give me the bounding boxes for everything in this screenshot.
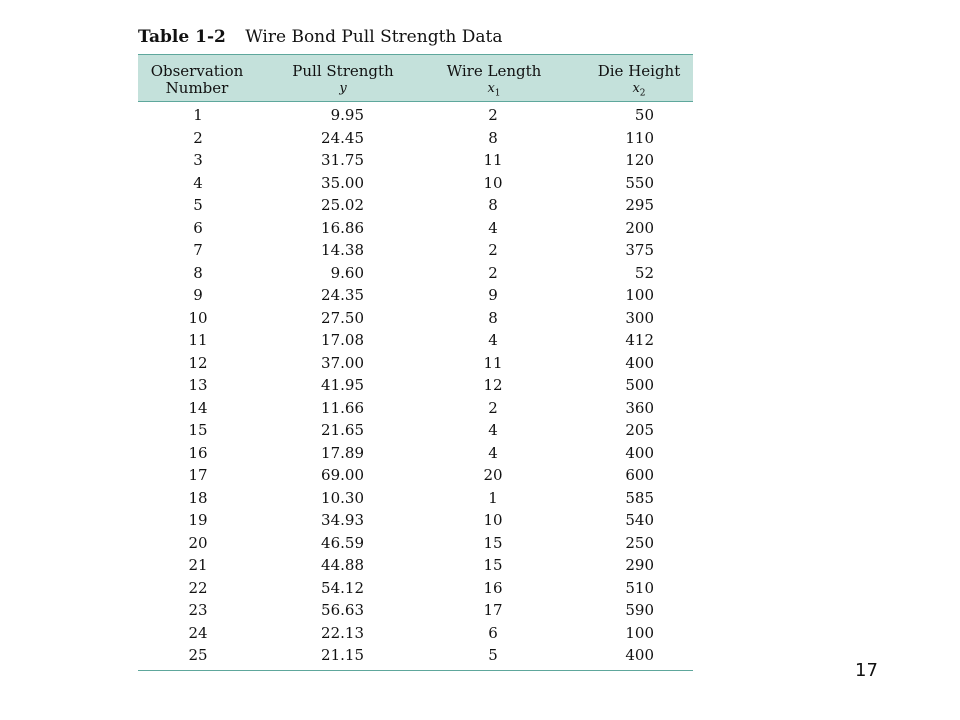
table-row <box>138 218 693 241</box>
cell-pull-strength: 34.93 <box>321 511 364 529</box>
table-caption <box>138 27 503 47</box>
cell-wire-length: 2 <box>488 241 498 259</box>
table-row <box>138 645 693 668</box>
cell-wire-length: 2 <box>488 106 498 124</box>
cell-observation: 10 <box>188 308 208 327</box>
cell-wire-length: 20 <box>483 466 503 484</box>
cell-die-height: 375 <box>625 241 654 259</box>
table-row <box>138 398 693 421</box>
cell-pull-strength: 10.30 <box>321 488 364 507</box>
cell-wire-length: 8 <box>488 128 498 147</box>
cell-wire-length: 11 <box>483 353 503 372</box>
cell-die-height: 200 <box>625 218 654 237</box>
cell-pull-strength: 24.45 <box>321 128 364 147</box>
table-row <box>138 195 693 218</box>
cell-wire-length: 10 <box>483 511 503 529</box>
header-observation-line1: Observation <box>150 62 244 80</box>
cell-observation: 20 <box>188 533 208 552</box>
header-die-height-subscript: 2 <box>639 88 646 99</box>
cell-observation: 22 <box>188 578 208 597</box>
table-row <box>138 555 693 578</box>
cell-die-height: 100 <box>625 286 654 304</box>
cell-pull-strength: 22.13 <box>321 623 364 642</box>
header-die-height-symbol <box>585 80 693 103</box>
header-die-height-symbol-text: x <box>632 81 640 96</box>
table-row <box>138 173 693 196</box>
table-row <box>138 578 693 601</box>
cell-pull-strength: 46.59 <box>321 533 364 552</box>
table-bottom-rule <box>138 670 693 671</box>
cell-wire-length: 4 <box>488 218 498 237</box>
table-row <box>138 623 693 646</box>
cell-pull-strength: 69.00 <box>321 466 364 484</box>
cell-pull-strength: 27.50 <box>321 308 364 327</box>
cell-pull-strength: 17.89 <box>321 443 364 462</box>
cell-pull-strength: 14.38 <box>321 241 364 259</box>
cell-observation: 16 <box>188 443 208 462</box>
header-pull-strength-symbol <box>283 80 403 97</box>
cell-pull-strength: 21.65 <box>321 421 364 439</box>
cell-die-height: 290 <box>625 556 654 574</box>
cell-die-height: 110 <box>625 128 654 147</box>
cell-observation: 12 <box>188 353 208 372</box>
header-pull-strength-symbol-text: y <box>339 81 347 96</box>
cell-observation: 18 <box>188 488 208 507</box>
cell-die-height: 100 <box>625 623 654 642</box>
cell-wire-length: 2 <box>488 398 498 417</box>
cell-wire-length: 4 <box>488 443 498 462</box>
cell-die-height: 50 <box>634 106 654 124</box>
cell-wire-length: 2 <box>488 263 498 282</box>
cell-pull-strength: 54.12 <box>321 578 364 597</box>
cell-wire-length: 9 <box>488 286 498 304</box>
cell-wire-length: 4 <box>488 331 498 349</box>
cell-pull-strength: 21.15 <box>321 646 364 664</box>
header-die-height <box>585 63 693 103</box>
table-row <box>138 443 693 466</box>
cell-die-height: 300 <box>625 308 654 327</box>
header-observation-number <box>138 63 256 97</box>
cell-pull-strength: 35.00 <box>321 173 364 192</box>
cell-die-height: 360 <box>625 398 654 417</box>
cell-observation: 1 <box>193 106 203 124</box>
cell-pull-strength: 25.02 <box>321 196 364 214</box>
header-wire-length-label: Wire Length <box>446 62 542 80</box>
table-row <box>138 600 693 623</box>
cell-pull-strength: 37.00 <box>321 353 364 372</box>
cell-die-height: 400 <box>625 646 654 664</box>
cell-observation: 4 <box>193 173 203 192</box>
table-row <box>138 285 693 308</box>
cell-pull-strength: 9.95 <box>330 106 364 124</box>
cell-die-height: 540 <box>625 511 654 529</box>
header-wire-length-symbol-text: x <box>487 81 495 96</box>
header-wire-length-subscript: 1 <box>494 88 501 99</box>
page-number: 17 <box>855 660 878 681</box>
cell-wire-length: 4 <box>488 421 498 439</box>
table-row <box>138 150 693 173</box>
cell-wire-length: 6 <box>488 623 498 642</box>
cell-wire-length: 1 <box>488 488 498 507</box>
cell-observation: 5 <box>193 196 203 214</box>
cell-wire-length: 10 <box>483 173 503 192</box>
header-die-height-label: Die Height <box>597 62 681 80</box>
table-row <box>138 420 693 443</box>
cell-die-height: 295 <box>625 196 654 214</box>
cell-die-height: 120 <box>625 151 654 169</box>
cell-observation: 7 <box>193 241 203 259</box>
cell-observation: 24 <box>188 623 208 642</box>
header-pull-strength-label: Pull Strength <box>292 62 394 80</box>
cell-die-height: 250 <box>625 533 654 552</box>
table-row <box>138 330 693 353</box>
table-row <box>138 533 693 556</box>
header-observation-line2: Number <box>165 79 229 97</box>
cell-pull-strength: 41.95 <box>321 376 364 394</box>
table-row <box>138 308 693 331</box>
table-caption-label: Table 1-2 <box>138 27 226 47</box>
cell-pull-strength: 16.86 <box>321 218 364 237</box>
cell-observation: 21 <box>188 556 208 574</box>
cell-die-height: 510 <box>625 578 654 597</box>
cell-die-height: 590 <box>625 601 654 619</box>
table-header <box>138 54 693 102</box>
cell-pull-strength: 11.66 <box>321 398 364 417</box>
cell-wire-length: 8 <box>488 308 498 327</box>
table-row <box>138 465 693 488</box>
cell-observation: 2 <box>193 128 203 147</box>
table-row <box>138 263 693 286</box>
table-row <box>138 375 693 398</box>
cell-observation: 13 <box>188 376 208 394</box>
cell-die-height: 52 <box>634 263 654 282</box>
cell-wire-length: 15 <box>483 556 503 574</box>
cell-die-height: 550 <box>625 173 654 192</box>
cell-observation: 6 <box>193 218 203 237</box>
table-row <box>138 240 693 263</box>
cell-pull-strength: 9.60 <box>330 263 364 282</box>
cell-die-height: 400 <box>625 353 654 372</box>
cell-wire-length: 8 <box>488 196 498 214</box>
cell-die-height: 412 <box>625 331 654 349</box>
cell-observation: 19 <box>188 511 208 529</box>
table-row <box>138 128 693 151</box>
cell-die-height: 400 <box>625 443 654 462</box>
table-row <box>138 488 693 511</box>
header-wire-length-symbol <box>434 80 554 103</box>
cell-observation: 8 <box>193 263 203 282</box>
header-pull-strength <box>283 63 403 97</box>
cell-observation: 17 <box>188 466 208 484</box>
table-row <box>138 353 693 376</box>
cell-wire-length: 5 <box>488 646 498 664</box>
cell-wire-length: 16 <box>483 578 503 597</box>
cell-die-height: 205 <box>625 421 654 439</box>
table-caption-title: Wire Bond Pull Strength Data <box>245 27 503 47</box>
cell-pull-strength: 31.75 <box>321 151 364 169</box>
cell-observation: 14 <box>188 398 208 417</box>
cell-die-height: 600 <box>625 466 654 484</box>
table-row <box>138 105 693 128</box>
cell-pull-strength: 24.35 <box>321 286 364 304</box>
cell-pull-strength: 56.63 <box>321 601 364 619</box>
cell-observation: 23 <box>188 601 208 619</box>
cell-wire-length: 12 <box>483 376 503 394</box>
header-wire-length <box>434 63 554 103</box>
cell-observation: 9 <box>193 286 203 304</box>
cell-die-height: 500 <box>625 376 654 394</box>
cell-die-height: 585 <box>625 488 654 507</box>
cell-pull-strength: 44.88 <box>321 556 364 574</box>
cell-wire-length: 11 <box>483 151 503 169</box>
cell-observation: 25 <box>188 646 208 664</box>
table-body <box>138 105 693 668</box>
cell-pull-strength: 17.08 <box>321 331 364 349</box>
cell-observation: 15 <box>188 421 208 439</box>
table-row <box>138 510 693 533</box>
cell-wire-length: 17 <box>483 601 503 619</box>
cell-observation: 11 <box>188 331 208 349</box>
cell-wire-length: 15 <box>483 533 503 552</box>
cell-observation: 3 <box>193 151 203 169</box>
